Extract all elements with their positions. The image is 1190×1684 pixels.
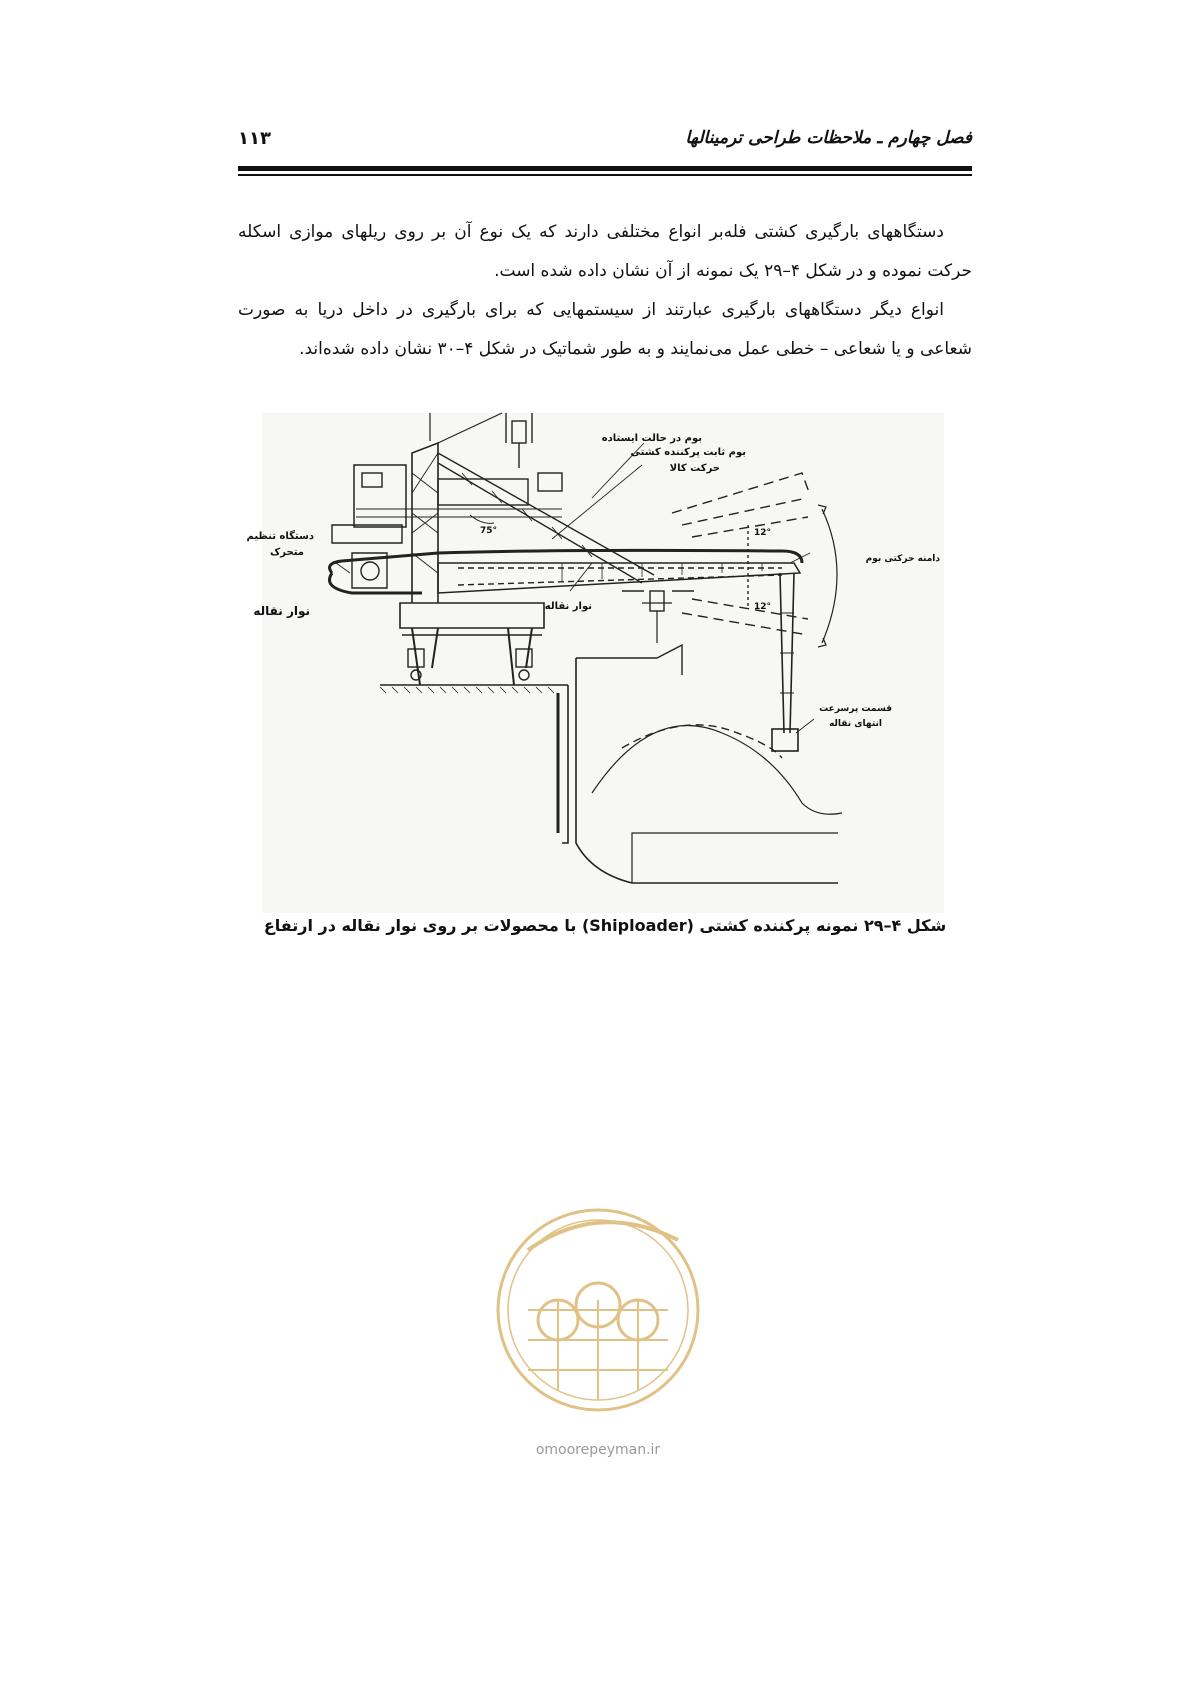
label-adjust-device-line2: متحرک (270, 547, 304, 558)
label-fixed-boom-line2: حرکت کالا (669, 463, 720, 474)
label-angle-12-top: 12° (754, 528, 772, 538)
label-angle-12-bottom: 12° (754, 602, 772, 612)
header-rule-thin (238, 174, 972, 176)
paragraph-2: انواع دیگر دستگاههای بارگیری عبارتند از سیستمهایی که برای بارگیری در داخل دریا به صورت شعاعی و یا شعاعی – خطی عمل می‌نمایند و به طور شماتیک در شکل ۴–۳۰ نشان داده شده‌اند. (238, 300, 972, 359)
gear-logo-icon (488, 1180, 708, 1440)
label-angle-75: 75° (480, 526, 498, 536)
label-conveyor-left: نوار نقاله (253, 604, 310, 618)
label-conveyor-center: نوار نقاله (544, 601, 592, 612)
chapter-title: فصل چهارم ـ ملاحظات طراحی ترمینالها (685, 128, 972, 148)
shiploader-figure (246, 413, 944, 913)
label-high-speed-line1: قسمت پرسرعت (819, 704, 892, 714)
paragraph-1: دستگاههای بارگیری کشتی فله‌بر انواع مختلفی دارند که یک نوع آن بر روی ریلهای موازی اسکله حرکت نموده و در شکل ۴–۲۹ یک نمونه از آن نشان داده شده است. (238, 222, 972, 281)
figure-caption: شکل ۴–۲۹ نمونه پرکننده کشتی (Shiploader) با محصولات بر روی نوار نقاله در ارتفاع (263, 916, 947, 935)
watermark-url: omoorepeyman.ir (535, 1442, 661, 1458)
page-number: ۱۱۳ (238, 128, 271, 149)
label-adjust-device-line1: دستگاه تنظیم (246, 531, 314, 542)
label-high-speed-line2: انتهای نقاله (829, 719, 882, 729)
label-boom-range: دامنه حرکتی بوم (865, 554, 940, 564)
body-text (238, 213, 972, 369)
label-fixed-boom-line1: بوم ثابت پرکننده کشتی (630, 447, 746, 458)
watermark-logo (488, 1180, 708, 1440)
label-boom-standing: بوم در حالت ایستاده (601, 433, 702, 444)
page-header (238, 128, 972, 158)
shiploader-drawing (246, 413, 944, 913)
header-rule-thick (238, 166, 972, 171)
